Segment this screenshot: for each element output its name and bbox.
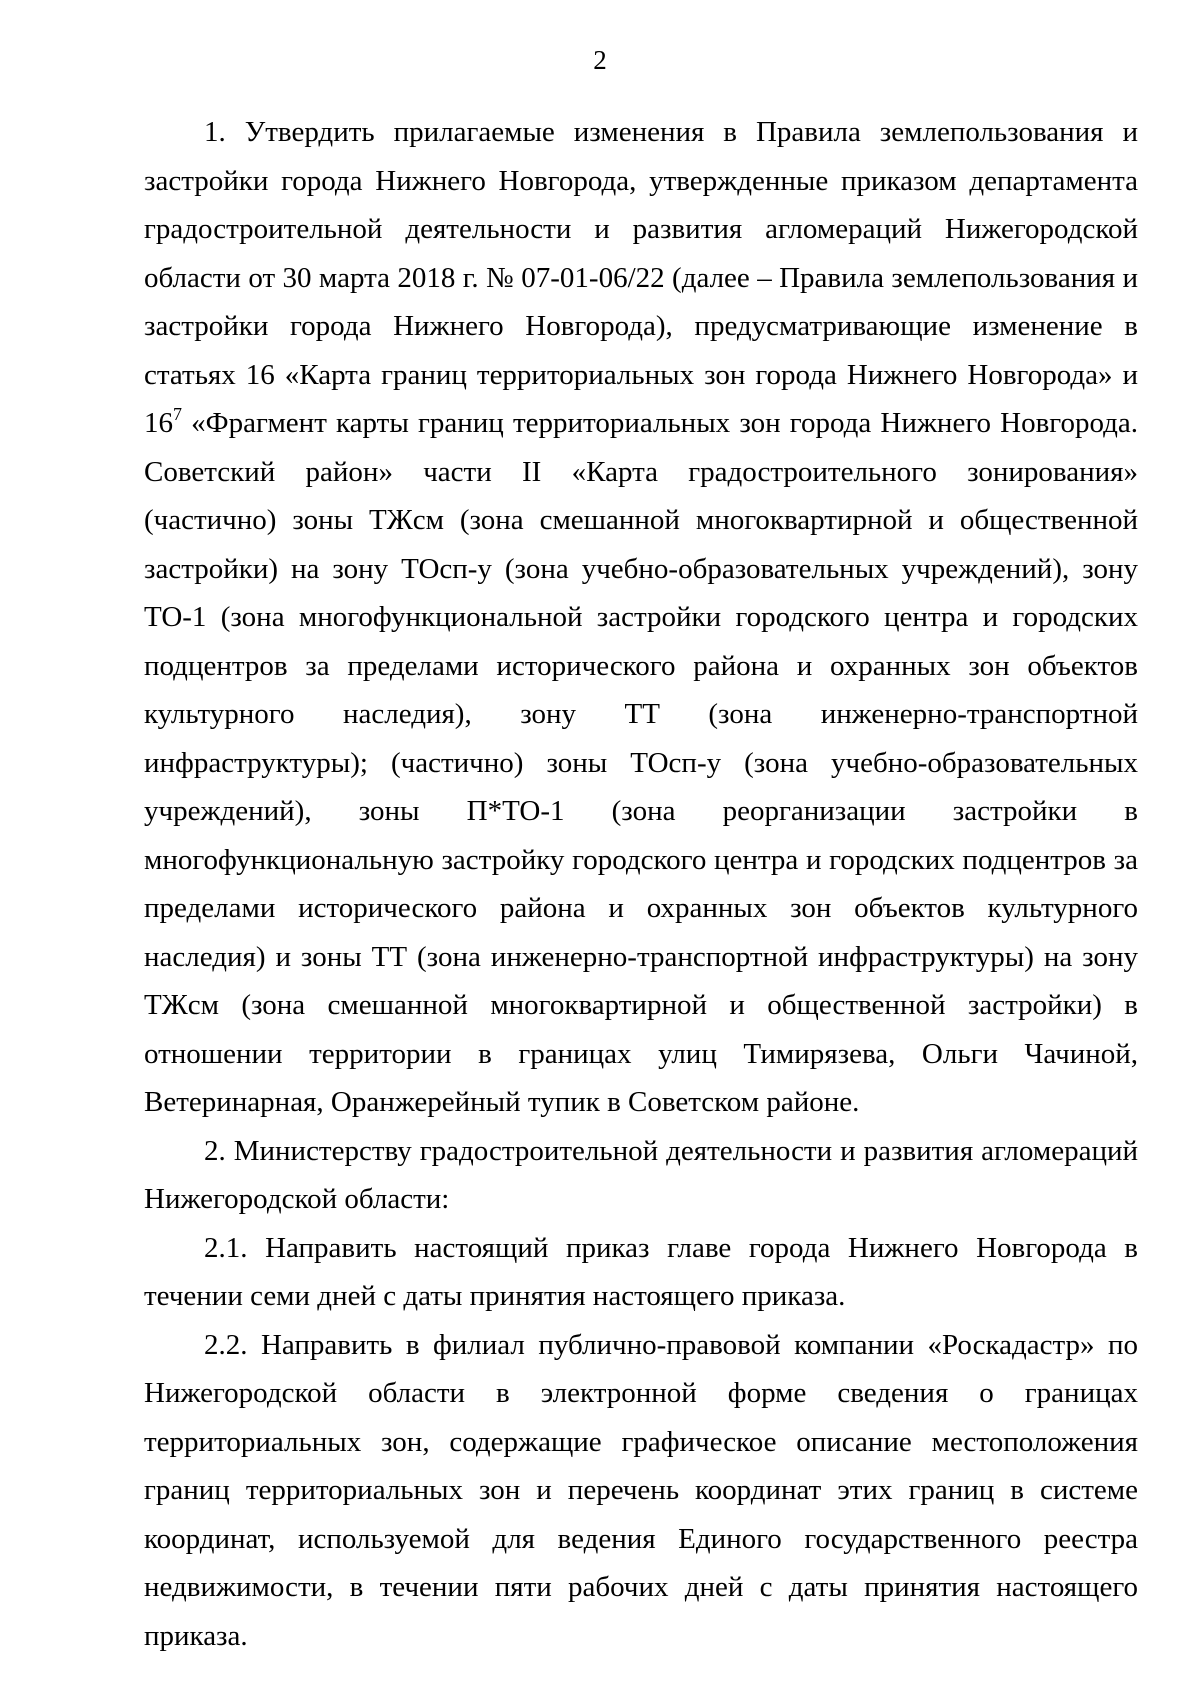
superscript-article-index: 7	[173, 404, 182, 424]
paragraph-2: 2. Министерству градостроительной деятельности и развития агломераций Нижегородской области:	[144, 1134, 1138, 1215]
document-body	[144, 108, 1138, 1660]
paragraph-1	[144, 108, 1138, 1127]
paragraph-1-text-b: «Фрагмент карты границ территориальных зон города Нижнего Новгорода. Советский район» части II «Карта градостроительного зонирования» (частично) зоны ТЖсм (зона смешанной многоквартирной и общественной застройки) на зону ТОсп-у (зона учебно-образовательных учреждений), зону ТО-1 (зона многофункциональной застройки городского центра и городских подцентров за пределами исторического района и охранных зон объектов культурного наследия), зону ТТ (зона инженерно-транспортной инфраструктуры); (частично) зоны ТОсп-у (зона учебно-образовательных учреждений), зоны П*ТО-1 (зона реорганизации застройки в многофункциональную застройку городского центра и городских подцентров за пределами исторического района и охранных зон объектов культурного наследия) и зоны ТТ (зона инженерно-транспортной инфраструктуры) на зону ТЖсм (зона смешанной многоквартирной и общественной застройки) в отношении территории в границах улиц Тимирязева, Ольги Чачиной, Ветеринарная, Оранжерейный тупик в Советском районе.	[144, 407, 1138, 1118]
paragraph-1-text-a: 1. Утвердить прилагаемые изменения в Правила землепользования и застройки города Нижнего Новгорода, утвержденные приказом департамента градостроительной деятельности и развития агломераций Нижегородской области от 30 марта 2018 г. № 07-01-06/22 (далее – Правила землепользования и застройки города Нижнего Новгорода), предусматривающие изменение в статьях 16 «Карта границ территориальных зон города Нижнего Новгорода» и 16	[144, 116, 1138, 439]
paragraph-2-1: 2.1. Направить настоящий приказ главе города Нижнего Новгорода в течении семи дней с даты принятия настоящего приказа.	[144, 1231, 1138, 1312]
page-number: 2	[593, 45, 607, 75]
paragraph-2-2: 2.2. Направить в филиал публично-правовой компании «Роскадастр» по Нижегородской области в электронной форме сведения о границах территориальных зон, содержащие графическое описание местоположения границ территориальных зон и перечень координат этих границ в системе координат, используемой для ведения Единого государственного реестра недвижимости, в течении пяти рабочих дней с даты принятия настоящего приказа.	[144, 1328, 1138, 1652]
